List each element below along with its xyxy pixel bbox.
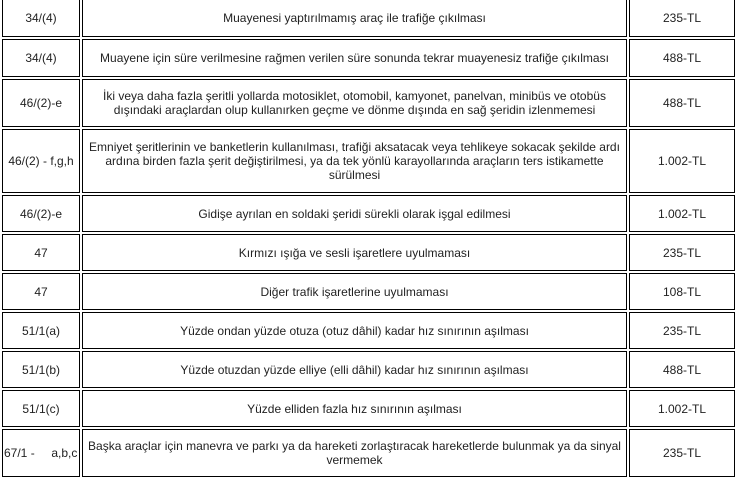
- article-code: 51/1(a): [2, 312, 80, 349]
- article-code: 34/(4): [2, 0, 80, 37]
- table-row: [2, 195, 735, 232]
- violation-description: Yüzde otuzdan yüzde elliye (elli dâhil) kadar hız sınırının aşılması: [82, 351, 627, 388]
- fine-amount: 235-TL: [629, 429, 735, 477]
- article-code: 51/1(c): [2, 390, 80, 427]
- fine-amount: 488-TL: [629, 79, 735, 127]
- violation-description: İki veya daha fazla şeritli yollarda motosiklet, otomobil, kamyonet, panelvan, minibüs ve otobüs dışındaki araçlardan olup kullanırken geçme ve dönme dışında en sağ şeridin izlenmemesi: [82, 79, 627, 127]
- article-code: 67/1 - a,b,c: [2, 429, 80, 477]
- table-row: [2, 79, 735, 127]
- table-row: [2, 273, 735, 310]
- fine-amount: 1.002-TL: [629, 390, 735, 427]
- fine-amount: 488-TL: [629, 351, 735, 388]
- article-code: 46/(2)-e: [2, 79, 80, 127]
- article-code: 46/(2)-e: [2, 195, 80, 232]
- fine-amount: 235-TL: [629, 0, 735, 37]
- table-row: [2, 390, 735, 427]
- violation-description: Yüzde ondan yüzde otuza (otuz dâhil) kadar hız sınırının aşılması: [82, 312, 627, 349]
- table-row: [2, 0, 735, 37]
- violation-description: Kırmızı ışığa ve sesli işaretlere uyulmaması: [82, 234, 627, 271]
- table-row: [2, 39, 735, 77]
- article-code: 51/1(b): [2, 351, 80, 388]
- violation-description: Başka araçlar için manevra ve parkı ya da hareketi zorlaştıracak hareketlerde bulunmak ya da sinyal vermemek: [82, 429, 627, 477]
- violation-description: Muayenesi yaptırılmamış araç ile trafiğe çıkılması: [82, 0, 627, 37]
- violation-description: Muayene için süre verilmesine rağmen verilen süre sonunda tekrar muayenesiz trafiğe çıkılması: [82, 39, 627, 77]
- violation-description: Yüzde elliden fazla hız sınırının aşılması: [82, 390, 627, 427]
- violation-description: Gidişe ayrılan en soldaki şeridi sürekli olarak işgal edilmesi: [82, 195, 627, 232]
- table-row: [2, 312, 735, 349]
- violation-description: Diğer trafik işaretlerine uyulmaması: [82, 273, 627, 310]
- article-code: 46/(2) - f,g,h: [2, 129, 80, 193]
- article-code: 47: [2, 273, 80, 310]
- table-row: [2, 351, 735, 388]
- fine-amount: 488-TL: [629, 39, 735, 77]
- table-row: [2, 234, 735, 271]
- fine-amount: 1.002-TL: [629, 129, 735, 193]
- fine-amount: 1.002-TL: [629, 195, 735, 232]
- violation-description: Emniyet şeritlerinin ve banketlerin kullanılması, trafiği aksatacak veya tehlikeye sokacak şekilde ardı ardına birden fazla şerit değiştirilmesi, ya da tek yönlü karayollarında araçların ters istikamette sürülmesi: [82, 129, 627, 193]
- article-code: 47: [2, 234, 80, 271]
- fine-amount: 235-TL: [629, 312, 735, 349]
- table-row: [2, 429, 735, 477]
- fine-amount: 108-TL: [629, 273, 735, 310]
- article-code: 34/(4): [2, 39, 80, 77]
- fine-amount: 235-TL: [629, 234, 735, 271]
- table-row: [2, 129, 735, 193]
